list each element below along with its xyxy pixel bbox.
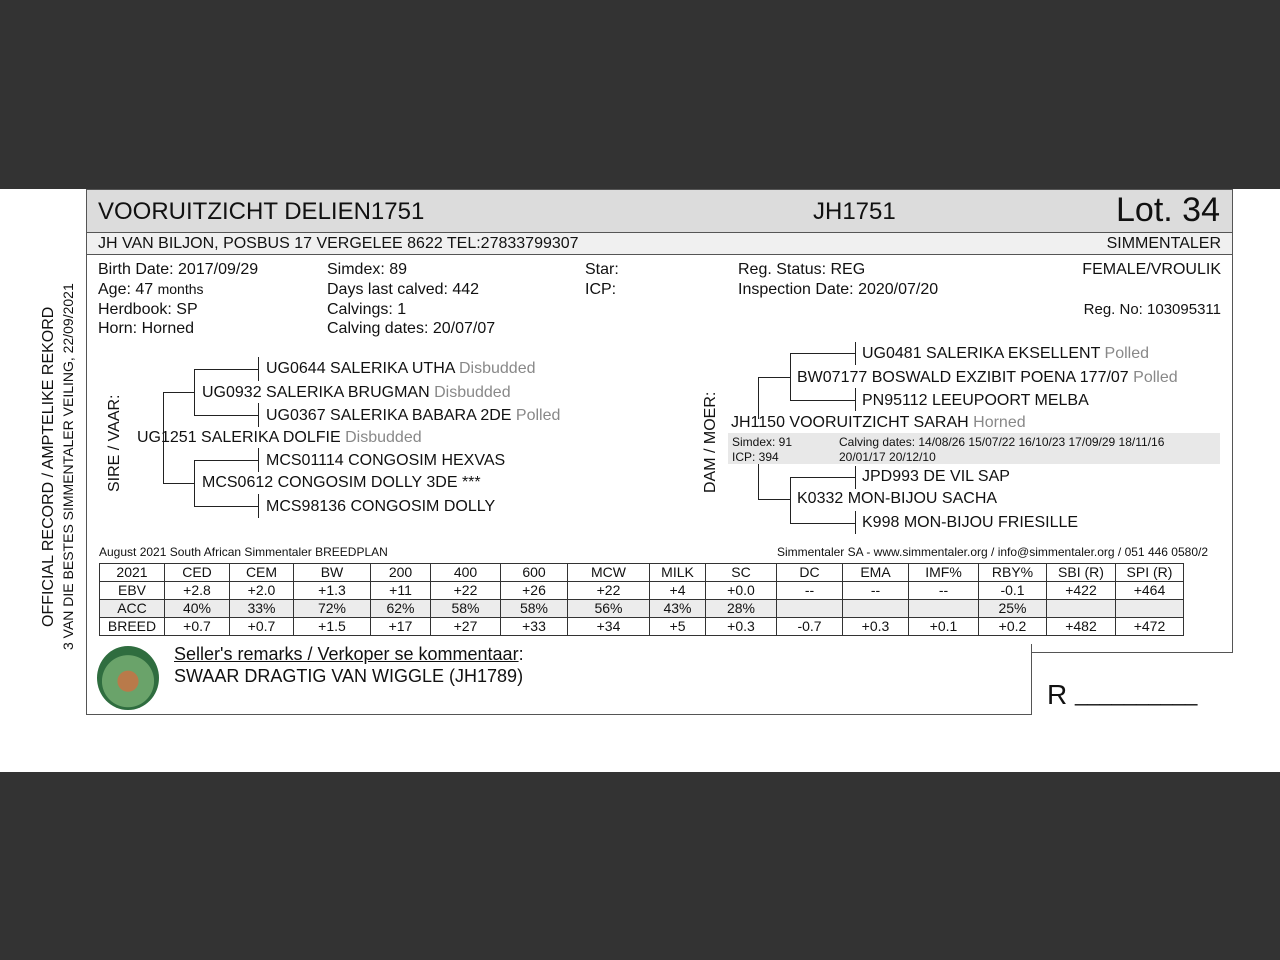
ebv-header-cell: SPI (R) [1116,564,1184,582]
breeder-contact: JH VAN BILJON, POSBUS 17 VERGELEE 8622 TEL:27833799307 [98,235,579,252]
herdbook: Herdbook: SP [98,301,198,318]
dam-calving-dates-2: 20/01/17 20/12/10 [839,450,936,464]
society-contact: Simmentaler SA - www.simmentaler.org / info@simmentaler.org / 051 446 0580/2 [776,545,1208,559]
ebv-cell: 43% [650,600,706,618]
ebv-header-cell: SBI (R) [1047,564,1116,582]
remarks-title: Seller's remarks / Verkoper se kommentaar: [174,644,524,664]
days-last-calved: Days last calved: 442 [327,281,480,298]
ebv-cell: +4 [650,582,706,600]
ebv-cell: +0.3 [706,618,777,636]
ebv-header-cell: 200 [371,564,431,582]
ebv-cell [1116,600,1184,618]
ebv-cell: +472 [1116,618,1184,636]
catalog-sheet [0,189,1280,772]
lot-header [86,189,1233,233]
ebv-cell: +17 [371,618,431,636]
dam-sire: BW07177 BOSWALD EXZIBIT POENA 177/07 Polled [797,369,1178,386]
ebv-cell: +26 [501,582,568,600]
animal-name: VOORUITZICHT DELIEN1751 [98,198,425,225]
ebv-cell: +1.5 [294,618,371,636]
ebv-cell [843,600,909,618]
ebv-cell [909,600,979,618]
dam-dam: K0332 MON-BIJOU SACHA [797,490,998,507]
reg-status: Reg. Status: REG [738,261,866,278]
ebv-cell [1047,600,1116,618]
ebv-cell: 40% [165,600,230,618]
breed-name: SIMMENTALER [1106,235,1221,252]
sire: UG1251 SALERIKA DOLFIE Disbudded [137,429,422,446]
price-currency: R [1047,679,1068,710]
ebv-table [99,563,1184,636]
ebv-cell: 72% [294,600,371,618]
ebv-row [100,582,1184,600]
dam-label: DAM / MOER: [702,391,719,493]
ebv-cell: +33 [501,618,568,636]
ebv-header-cell: DC [777,564,843,582]
calving-dates: Calving dates: 20/07/07 [327,320,496,337]
ebv-cell: +0.7 [230,618,294,636]
ebv-cell: +22 [568,582,650,600]
ebv-cell: +5 [650,618,706,636]
ebv-cell: +422 [1047,582,1116,600]
sex: FEMALE/VROULIK [1082,261,1221,278]
society-logo [97,646,159,710]
ebv-cell: -- [843,582,909,600]
ebv-header-cell: RBY% [979,564,1047,582]
ebv-cell: 56% [568,600,650,618]
sire-dam: MCS0612 CONGOSIM DOLLY 3DE *** [202,474,481,491]
horn-status: Horn: Horned [98,320,195,337]
icp: ICP: [585,281,617,298]
ebv-header-cell: CED [165,564,230,582]
ebv-cell: +0.1 [909,618,979,636]
dam-simdex: Simdex: 91 [732,435,793,449]
ebv-cell: +27 [431,618,501,636]
dam: JH1150 VOORUITZICHT SARAH Horned [731,414,1026,431]
price-blank[interactable]: __________ [1075,681,1198,706]
ebv-cell: ACC [100,600,165,618]
ebv-cell: +0.3 [843,618,909,636]
ebv-header-cell: IMF% [909,564,979,582]
ebv-cell: -0.1 [979,582,1047,600]
ebv-cell: +34 [568,618,650,636]
ebv-header-cell: EMA [843,564,909,582]
ebv-cell: +482 [1047,618,1116,636]
birth-date: Birth Date: 2017/09/29 [98,261,259,278]
star: Star: [585,261,619,278]
sire-label: SIRE / VAAR: [106,394,123,492]
ebv-cell: 58% [431,600,501,618]
dam-dam-sire: JPD993 DE VIL SAP [862,468,1010,485]
ebv-header-cell: BW [294,564,371,582]
ebv-cell: -- [777,582,843,600]
lot-number: Lot. 34 [1116,191,1220,229]
ebv-cell: -- [909,582,979,600]
animal-id: JH1751 [813,198,896,225]
ebv-cell: 28% [706,600,777,618]
ebv-cell: +0.2 [979,618,1047,636]
ebv-row [100,618,1184,636]
ebv-cell: 33% [230,600,294,618]
ebv-header-cell: MILK [650,564,706,582]
ebv-cell: -0.7 [777,618,843,636]
dam-sire-dam: PN95112 LEEUPOORT MELBA [862,392,1089,409]
ebv-header-cell: 600 [501,564,568,582]
ebv-cell: +22 [431,582,501,600]
ebv-header-cell: 2021 [100,564,165,582]
remarks-text: SWAAR DRAGTIG VAN WIGGLE (JH1789) [174,666,524,686]
ebv-cell: +464 [1116,582,1184,600]
sire-sire: UG0932 SALERIKA BRUGMAN Disbudded [202,384,511,401]
sale-info-text: 3 VAN DIE BESTES SIMMENTALER VEILING, 22/09/2021 [60,283,76,650]
inspection-date: Inspection Date: 2020/07/20 [738,281,939,298]
ebv-cell: +0.7 [165,618,230,636]
ebv-cell: 25% [979,600,1047,618]
ebv-cell: 58% [501,600,568,618]
sire-sire-sire: UG0644 SALERIKA UTHA Disbudded [266,360,536,377]
calvings: Calvings: 1 [327,301,407,318]
ebv-header-cell: CEM [230,564,294,582]
dam-dam-dam: K998 MON-BIJOU FRIESILLE [862,514,1079,531]
official-record-text: OFFICIAL RECORD / AMPTELIKE REKORD [40,306,57,627]
ebv-cell: +2.8 [165,582,230,600]
ebv-cell: +11 [371,582,431,600]
dam-icp: ICP: 394 [732,450,779,464]
ebv-cell: +1.3 [294,582,371,600]
ebv-cell: +0.0 [706,582,777,600]
ebv-cell: +2.0 [230,582,294,600]
ebv-cell: 62% [371,600,431,618]
reg-number: Reg. No: 103095311 [1083,301,1221,318]
sire-sire-dam: UG0367 SALERIKA BABARA 2DE Polled [266,407,561,424]
ebv-header-cell: SC [706,564,777,582]
sire-dam-dam: MCS98136 CONGOSIM DOLLY [266,498,496,515]
ebv-header-row [100,564,1184,582]
sire-dam-sire: MCS01114 CONGOSIM HEXVAS [266,452,506,469]
ebv-row [100,600,1184,618]
ebv-header-cell: MCW [568,564,650,582]
breeder-bar [86,233,1233,255]
ebv-header-cell: 400 [431,564,501,582]
age: Age: 47 months [98,281,204,298]
dam-sire-sire: UG0481 SALERIKA EKSELLENT Polled [862,345,1149,362]
breedplan-caption: August 2021 South African Simmentaler BREEDPLAN [99,545,388,559]
simdex: Simdex: 89 [327,261,408,278]
ebv-cell [777,600,843,618]
dam-calving-dates: Calving dates: 14/08/26 15/07/22 16/10/23 17/09/29 18/11/16 [839,435,1165,449]
ebv-cell: EBV [100,582,165,600]
ebv-cell: BREED [100,618,165,636]
